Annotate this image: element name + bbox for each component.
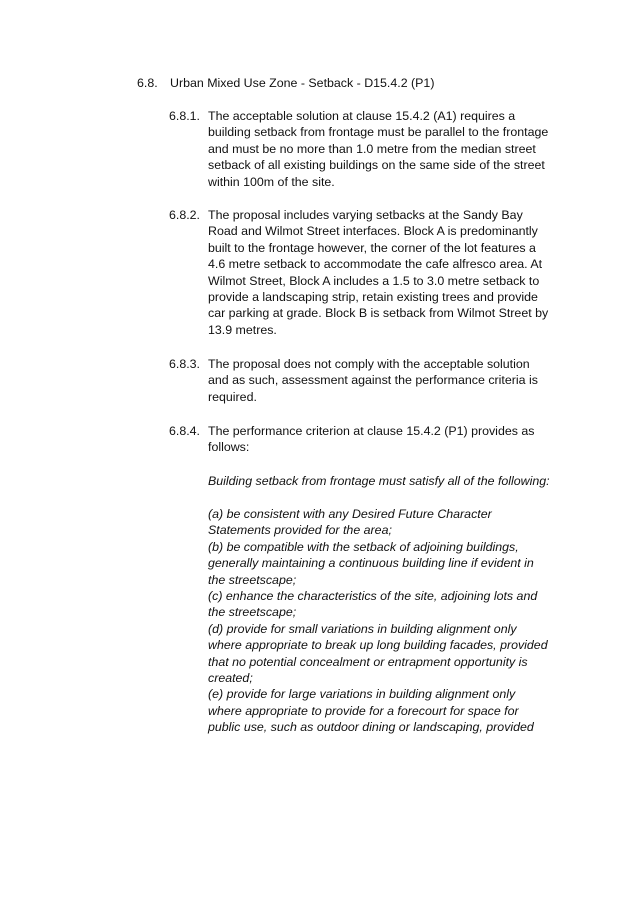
text-line: car parking at grade. Block B is setback from Wilmot Street by	[208, 306, 549, 321]
section-title: Urban Mixed Use Zone - Setback - D15.4.2 (P1)	[170, 76, 435, 90]
text-line: building setback from frontage must be parallel to the frontage	[208, 125, 549, 140]
paragraph-6-8-2	[169, 207, 569, 338]
text-line: The proposal does not comply with the acceptable solution	[208, 357, 530, 371]
text-line: provide a landscaping strip, retain existing trees and provide	[208, 290, 538, 305]
text-line: setback of all existing buildings on the same side of the street	[208, 158, 545, 173]
criterion-list	[208, 506, 568, 736]
paragraph-text	[208, 108, 569, 190]
text-line: and must be no more than 1.0 metre from the median street	[208, 141, 536, 156]
criterion-line: (d) provide for small variations in building alignment only	[208, 621, 517, 636]
criterion-line: public use, such as outdoor dining or landscaping, provided	[208, 720, 534, 735]
section-heading	[137, 75, 434, 91]
criterion-line: where appropriate to provide for a forecourt for space for	[208, 703, 519, 718]
criterion-intro	[208, 473, 568, 489]
criterion-line: the streetscape;	[208, 572, 297, 587]
text-line: follows:	[208, 440, 250, 455]
criterion-line: where appropriate to break up long building facades, provided	[208, 638, 548, 653]
paragraph-6-8-3	[169, 356, 569, 405]
text-line: and as such, assessment against the performance criteria is	[208, 373, 538, 388]
paragraph-number: 6.8.4.	[169, 424, 201, 438]
criterion-line: (a) be consistent with any Desired Future Character	[208, 507, 492, 521]
paragraph-text	[208, 207, 569, 338]
text-line: built to the frontage however, the corner of the lot features a	[208, 240, 536, 255]
paragraph-6-8-4	[169, 423, 569, 456]
paragraph-text	[208, 356, 569, 405]
criterion-line: generally maintaining a continuous building line if evident in	[208, 556, 534, 571]
text-line: The acceptable solution at clause 15.4.2 (A1) requires a	[208, 109, 516, 123]
criterion-line: Statements provided for the area;	[208, 523, 392, 538]
criterion-line: the streetscape;	[208, 605, 297, 620]
text-line: Wilmot Street, Block A includes a 1.5 to 3.0 metre setback to	[208, 273, 540, 288]
criterion-line: that no potential concealment or entrapment opportunity is	[208, 654, 528, 669]
text-line: The proposal includes varying setbacks at the Sandy Bay	[208, 208, 523, 222]
paragraph-number: 6.8.1.	[169, 109, 201, 123]
criterion-line: (c) enhance the characteristics of the site, adjoining lots and	[208, 589, 538, 604]
criterion-line: created;	[208, 671, 253, 686]
text-line: 4.6 metre setback to accommodate the cafe alfresco area. At	[208, 257, 543, 272]
text-line: required.	[208, 389, 257, 404]
section-number: 6.8.	[137, 76, 158, 90]
paragraph-6-8-1	[169, 108, 569, 190]
text-line: Road and Wilmot Street interfaces. Block A is predominantly	[208, 224, 538, 239]
paragraph-number: 6.8.3.	[169, 357, 201, 371]
text-line: within 100m of the site.	[208, 174, 335, 189]
criterion-line: (b) be compatible with the setback of adjoining buildings,	[208, 539, 519, 554]
paragraph-text	[208, 423, 569, 456]
text-line: 13.9 metres.	[208, 322, 277, 337]
text-line: Building setback from frontage must satisfy all of the following:	[208, 474, 550, 488]
text-line: The performance criterion at clause 15.4.2 (P1) provides as	[208, 424, 535, 438]
paragraph-number: 6.8.2.	[169, 208, 201, 222]
criterion-line: (e) provide for large variations in building alignment only	[208, 687, 516, 702]
